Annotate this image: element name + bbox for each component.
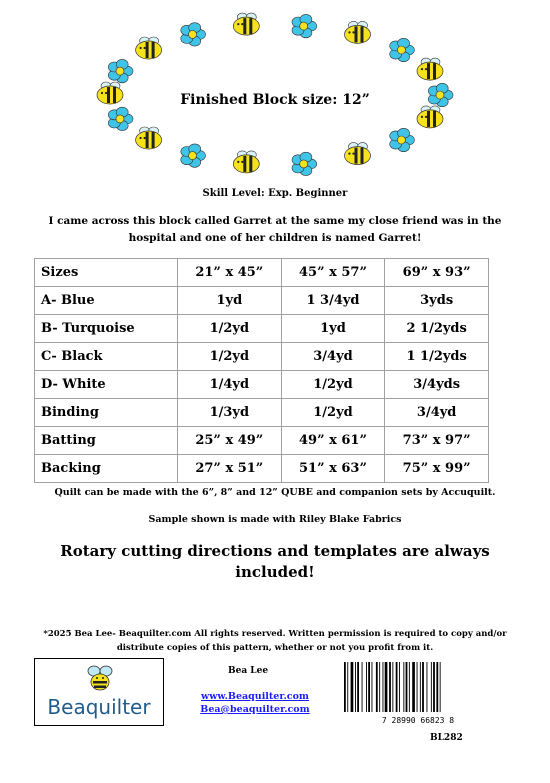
table-cell: 49” x 61” xyxy=(281,427,385,455)
beaquilter-logo xyxy=(34,658,164,726)
barcode-bar xyxy=(389,662,391,712)
header-cell: Sizes xyxy=(35,259,178,287)
barcode-bar xyxy=(385,662,388,712)
table-cell: 1/3yd xyxy=(178,399,282,427)
bee-icon xyxy=(417,58,443,80)
row-label: D- White xyxy=(35,371,178,399)
table-cell: 3/4yd xyxy=(385,399,489,427)
table-row xyxy=(35,343,489,371)
barcode-bar xyxy=(427,662,428,712)
barcode-bars xyxy=(344,662,441,712)
bee-icon xyxy=(233,13,259,35)
barcode-bar xyxy=(351,662,354,712)
flower-icon xyxy=(292,152,317,175)
flower-icon xyxy=(292,14,317,37)
author-name: Bea Lee xyxy=(228,666,269,676)
sample-fabric-note: Sample shown is made with Riley Blake Fabrics xyxy=(148,514,402,525)
header-cell: 45” x 57” xyxy=(281,259,385,287)
barcode-bar xyxy=(362,662,363,712)
table-cell: 1 1/2yds xyxy=(385,343,489,371)
table-row xyxy=(35,399,489,427)
barcode-bar xyxy=(440,662,441,712)
barcode-digits: 7 28990 66823 8 xyxy=(381,716,455,725)
table-cell: 1/2yd xyxy=(178,315,282,343)
barcode-bar xyxy=(409,662,410,712)
barcode-bar xyxy=(376,662,378,712)
header-cell: 21” x 45” xyxy=(178,259,282,287)
bee-icon xyxy=(345,21,371,43)
barcode-bar xyxy=(406,662,408,712)
table-row xyxy=(35,427,489,455)
barcode-bar xyxy=(355,662,356,712)
barcode-bar xyxy=(417,662,418,712)
table-cell: 1yd xyxy=(281,315,385,343)
table-row xyxy=(35,315,489,343)
barcode-bar xyxy=(422,662,424,712)
row-label: Backing xyxy=(35,455,178,483)
flower-icon xyxy=(181,144,206,167)
flower-icon xyxy=(108,59,133,82)
row-label: Batting xyxy=(35,427,178,455)
table-cell: 27” x 51” xyxy=(178,455,282,483)
barcode-bar xyxy=(383,662,384,712)
bee-icon xyxy=(85,663,115,693)
barcode-bar xyxy=(396,662,398,712)
barcode-bar xyxy=(347,662,348,712)
email-link[interactable]: Bea@beaquilter.com xyxy=(200,704,310,715)
row-label: C- Black xyxy=(35,343,178,371)
row-label: B- Turquoise xyxy=(35,315,178,343)
table-cell: 1 3/4yd xyxy=(281,287,385,315)
barcode-bar xyxy=(379,662,380,712)
barcode-bar xyxy=(372,662,373,712)
barcode xyxy=(338,660,498,726)
flower-icon xyxy=(390,128,415,151)
table-cell: 1yd xyxy=(178,287,282,315)
barcode-bar xyxy=(431,662,432,712)
barcode-bar xyxy=(436,662,438,712)
table-cell: 51” x 63” xyxy=(281,455,385,483)
table-cell: 25” x 49” xyxy=(178,427,282,455)
flower-icon xyxy=(181,23,206,46)
table-cell: 1/2yd xyxy=(281,371,385,399)
barcode-bar xyxy=(392,662,393,712)
table-row xyxy=(35,455,489,483)
table-cell: 75” x 99” xyxy=(385,455,489,483)
table-row xyxy=(35,371,489,399)
copyright-notice: *2025 Bea Lee- Beaquilter.com All rights reserved. Written permission is required to copy and/or distribute copies of this pattern, whether or not you profit from it. xyxy=(43,629,507,653)
table-cell: 2 1/2yds xyxy=(385,315,489,343)
table-row xyxy=(35,287,489,315)
row-label: A- Blue xyxy=(35,287,178,315)
barcode-bar xyxy=(344,662,346,712)
table-cell: 1/4yd xyxy=(178,371,282,399)
table-cell: 1/2yd xyxy=(178,343,282,371)
barcode-bar xyxy=(433,662,435,712)
logo-text: Beaquilter xyxy=(47,695,151,719)
table-header-row xyxy=(35,259,489,287)
table-cell: 3yds xyxy=(385,287,489,315)
barcode-bar xyxy=(366,662,367,712)
barcode-bar xyxy=(399,662,400,712)
bee-icon xyxy=(233,151,259,173)
table-cell: 1/2yd xyxy=(281,399,385,427)
barcode-bar xyxy=(420,662,421,712)
barcode-bar xyxy=(403,662,404,712)
bee-icon xyxy=(136,37,162,59)
table-cell: 73” x 97” xyxy=(385,427,489,455)
intro-text: I came across this block called Garret at the same my close friend was in the hospital and one of her children is named Garret! xyxy=(48,215,502,244)
pattern-code: BL282 xyxy=(430,733,463,743)
bee-icon xyxy=(417,106,443,128)
barcode-bar xyxy=(357,662,359,712)
row-label: Binding xyxy=(35,399,178,427)
skill-level: Skill Level: Exp. Beginner xyxy=(202,188,348,199)
yardage-table xyxy=(34,258,489,483)
finished-block-size: Finished Block size: 12” xyxy=(180,92,370,108)
table-cell: 3/4yd xyxy=(281,343,385,371)
barcode-bar xyxy=(412,662,415,712)
header-cell: 69” x 93” xyxy=(385,259,489,287)
bee-icon xyxy=(345,143,371,165)
flower-icon xyxy=(108,107,133,130)
qube-note: Quilt can be made with the 6”, 8” and 12” QUBE and companion sets by Accuquilt. xyxy=(54,487,496,498)
rotary-cutting-note: Rotary cutting directions and templates are always included! xyxy=(60,542,490,581)
website-link[interactable]: www.Beaquilter.com xyxy=(201,691,309,702)
table-cell: 3/4yds xyxy=(385,371,489,399)
flower-icon xyxy=(390,38,415,61)
barcode-bar xyxy=(368,662,370,712)
bee-icon xyxy=(136,127,162,149)
